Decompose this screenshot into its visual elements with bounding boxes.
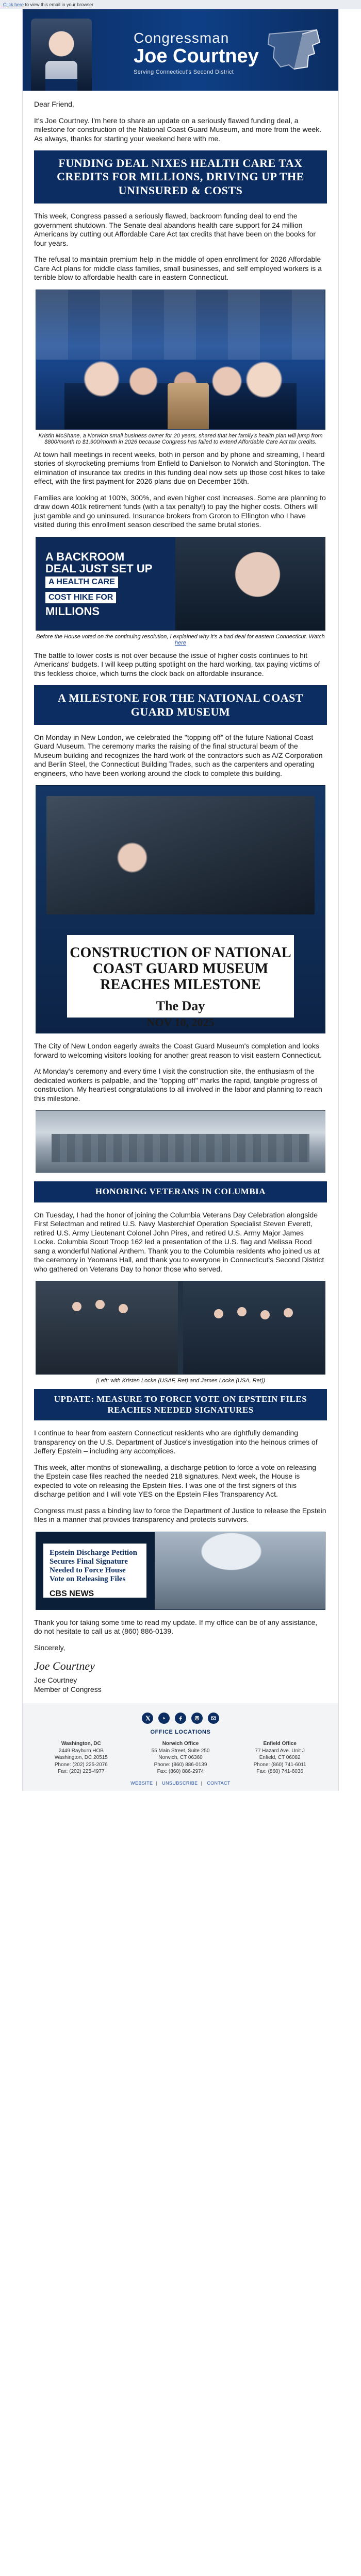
museum-paragraph-1: On Monday in New London, we celebrated the "topping off" of the future National Coast Guard Museum. The ceremony marks the raising of the final structural beam of the Museum building and recognizes the hard work of the contractors such as A/Z Corporation and Berlin Steel, the Connecticut Building Trades, such as the carpenters and operating engineers, who have been working around the clock to complete this building. xyxy=(34,733,323,777)
office-locations xyxy=(34,1740,327,1775)
museum-paragraph-3: At Monday's ceremony and every time I visit the construction site, the enthusiasm of the dedicated workers is palpable, and the "topping off" marks the rapid, tangible progress of construction. My heartiest congratulations to all involved in the labor and planning to reach this milestone. xyxy=(34,1067,322,1103)
office-line2: Norwich, CT 06360 xyxy=(158,1755,203,1761)
facebook-icon[interactable] xyxy=(175,1713,186,1724)
epstein-news-card xyxy=(43,1544,146,1598)
veterans-photo-left xyxy=(36,1281,178,1374)
health-paragraph-3: At town hall meetings in recent weeks, both in person and by phone and streaming, I heard stories of skyrocketing premiums from Enfield to Danielson to Norwich and Stonington. The elimination of insurance tax credits in this funding deal now sets up those cost hikes to take effect, with the first payment for 2026 plans due on December 15th. xyxy=(34,450,325,486)
closing-thank-you: Thank you for taking some time to read my update. If my office can be of any assistance, do not hesitate to call us at (860) 886-0139. xyxy=(34,1618,318,1636)
health-paragraph-1: This week, Congress passed a seriously flawed, backroom funding deal to end the government shutdown. The Senate deal abandons health care support for 24 million Americans by cutting out Affordable Care Act tax credits that have been on the books for four years. xyxy=(34,212,316,247)
office-card-enfield xyxy=(233,1740,327,1775)
view-in-browser-link[interactable]: Click here xyxy=(3,2,24,7)
office-fax: Fax: (860) 886-2974 xyxy=(157,1769,204,1775)
greeting: Dear Friend, xyxy=(34,100,74,108)
section-health xyxy=(23,212,338,282)
video-caption-link[interactable]: here xyxy=(174,639,187,646)
view-in-browser-text: to view this email in your browser xyxy=(25,2,94,7)
office-line2: Enfield, CT 06082 xyxy=(259,1755,301,1761)
museum-news-date: NOV 10, 2025 xyxy=(146,1015,215,1029)
health-paragraph-5: The battle to lower costs is not over because the issue of higher costs continues to hit Americans' budgets. I will keep putting spotlight on the hard working, tax paying victims of this feckless choice, which turns the clock back on affordable insurance. xyxy=(34,651,320,677)
video-overlay-line3: A HEALTH CARE xyxy=(45,577,118,588)
youtube-icon[interactable] xyxy=(158,1713,170,1724)
office-line1: 2449 Rayburn HOB xyxy=(58,1748,104,1754)
health-video-thumbnail[interactable] xyxy=(36,537,325,631)
closing-sincerely: Sincerely, xyxy=(34,1643,65,1652)
museum-photo xyxy=(46,796,315,914)
twitter-x-icon[interactable] xyxy=(142,1713,153,1724)
museum-construction-photo xyxy=(36,1110,325,1173)
footer xyxy=(23,1703,338,1791)
video-caption-text: Before the House voted on the continuing resolution, I explained why it's a bad deal for eastern Connecticut. Watch xyxy=(36,633,325,640)
header-district: Serving Connecticut's Second District xyxy=(134,69,234,75)
intro-paragraph: It's Joe Courtney. I'm here to share an update on a seriously flawed funding deal, a milestone for construction of the National Coast Guard Museum, and more from the week. As always, thanks for starting your weekend here with me. xyxy=(34,116,322,143)
museum-news-card xyxy=(67,935,294,1029)
footer-links: WEBSITE | UNSUBSCRIBE | CONTACT xyxy=(130,1780,231,1786)
newsletter-header xyxy=(23,9,338,91)
view-in-browser-bar xyxy=(0,0,361,9)
closing-name: Joe Courtney xyxy=(34,1676,77,1685)
social-links xyxy=(34,1713,327,1724)
office-line1: 55 Main Street, Suite 250 xyxy=(151,1748,210,1754)
health-paragraph-2: The refusal to maintain premium help in the middle of open enrollment for 2026 Affordable Care Act plans for middle class families, small businesses, and self employed workers is a terrible blow to affordable health care in eastern Connecticut. xyxy=(34,255,322,282)
health-photo-caption: Kristin McShane, a Norwich small business owner for 20 years, shared that her family's health plan will jump from $800/month to $1,900/month in 2026 because Congress has failed to extend Affordable Care Act tax credits. xyxy=(38,432,323,445)
capitol-photo xyxy=(155,1532,325,1609)
video-speaker-photo xyxy=(175,537,325,630)
section-heading-health: FUNDING DEAL NIXES HEALTH CARE TAX CREDITS FOR MILLIONS, DRIVING UP THE UNINSURED & COSTS xyxy=(34,150,327,204)
contact-link[interactable]: CONTACT xyxy=(207,1780,231,1786)
video-overlay-line4: COST HIKE FOR xyxy=(45,592,116,603)
office-line1: 77 Hazard Ave. Unit J xyxy=(255,1748,305,1754)
museum-news-graphic xyxy=(36,785,325,1033)
health-photo xyxy=(36,290,325,430)
connecticut-map-icon xyxy=(263,25,325,76)
unsubscribe-link[interactable]: UNSUBSCRIBE xyxy=(162,1780,198,1786)
closing-title: Member of Congress xyxy=(34,1685,102,1693)
video-overlay-line5: MILLIONS xyxy=(45,604,100,618)
veterans-photo-caption: (Left: with Kristen Locke (USAF, Ret) and James Locke (USA, Ret)) xyxy=(95,1378,266,1384)
office-phone: Phone: (202) 225-2076 xyxy=(54,1761,108,1768)
office-name: Washington, DC xyxy=(61,1741,101,1747)
office-fax: Fax: (202) 225-4977 xyxy=(58,1769,105,1775)
epstein-paragraph-2: This week, after months of stonewalling, a discharge petition to force a vote on releasing the Epstein case files reached the needed 218 signatures. Next week, the House is expected to vote on releasing the Epstein files. I was one of the first signers of this discharge petition and I will vote YES on the Epstein Files Transparency Act. xyxy=(34,1463,317,1499)
epstein-paragraph-1: I continue to hear from eastern Connecticut residents who are rightfully demanding transparency on the U.S. Department of Justice's investigation into the heinous crimes of Jeffery Epstein – including any accomplices. xyxy=(34,1429,318,1455)
office-name: Enfield Office xyxy=(263,1741,297,1747)
header-title xyxy=(134,30,259,75)
epstein-paragraph-3: Congress must pass a binding law to force the Department of Justice to release the Epstein files in a manner that provides transparency and protects survivors. xyxy=(34,1506,326,1524)
epstein-news-graphic xyxy=(36,1532,325,1610)
video-caption xyxy=(34,634,327,646)
signature: Joe Courtney xyxy=(34,1659,95,1673)
section-heading-epstein: UPDATE: MEASURE TO FORCE VOTE ON EPSTEIN FILES REACHES NEEDED SIGNATURES xyxy=(34,1389,327,1420)
section-heading-veterans: HONORING VETERANS IN COLUMBIA xyxy=(34,1181,327,1202)
video-overlay-text xyxy=(36,537,175,630)
office-line2: Washington, DC 20515 xyxy=(54,1755,108,1761)
epstein-news-left-panel xyxy=(36,1532,155,1609)
veterans-photos xyxy=(36,1281,325,1375)
video-overlay-line1: A BACKROOM xyxy=(45,550,125,563)
office-locations-title: OFFICE LOCATIONS xyxy=(150,1729,211,1736)
header-congressman: Congressman xyxy=(134,30,229,46)
health-paragraph-4: Families are looking at 100%, 300%, and even higher cost increases. Some are planning to draw down 401k retirement funds (with a tax penalty!) to pay the higher costs. Others will just gamble and go uninsured. Insurance brokers from Groton to Ellington who I have visited during this enrollment season described the same brutal stories. xyxy=(34,493,326,529)
header-photo xyxy=(31,19,92,91)
office-fax: Fax: (860) 741-6036 xyxy=(256,1769,303,1775)
veterans-photo-right xyxy=(183,1281,325,1374)
podium xyxy=(168,383,209,429)
office-phone: Phone: (860) 886-0139 xyxy=(154,1761,207,1768)
the-day-logo: The Day xyxy=(156,998,205,1013)
museum-paragraph-2: The City of New London eagerly awaits the Coast Guard Museum's completion and looks forward to welcoming visitors looking for another great reason to visit eastern Connecticut. xyxy=(34,1042,322,1059)
office-name: Norwich Office xyxy=(162,1741,199,1747)
instagram-icon[interactable] xyxy=(191,1713,203,1724)
epstein-news-headline: Epstein Discharge Petition Secures Final Signature Needed to Force House Vote on Releasing Files xyxy=(50,1548,137,1584)
office-card-dc xyxy=(34,1740,128,1775)
video-overlay-line2: DEAL JUST SET UP xyxy=(45,562,153,575)
email-container xyxy=(22,9,339,1791)
construction-structure xyxy=(52,1134,309,1162)
veterans-paragraph-1: On Tuesday, I had the honor of joining the Columbia Veterans Day Celebration alongside First Selectman and retired U.S. Navy Masterchief Operation Specialist Steven Everett, retired U.S. Army Lieutenant Colonel John Pires, and retired U.S. Army Major James Locke. Columbia Scout Troop 162 led a presentation of the U.S. flag and Melissa Rood sang a wonderful National Anthem. Thank you to the Columbia residents who joined us at the ceremony in Yeomans Hall, and thank you to everyone in Connecticut's Second District who gathered on Veterans Day to honor those who served. xyxy=(34,1210,324,1273)
office-card-norwich xyxy=(134,1740,228,1775)
section-heading-museum: A MILESTONE FOR THE NATIONAL COAST GUARD MUSEUM xyxy=(34,685,327,725)
museum-news-headline: CONSTRUCTION OF NATIONAL COAST GUARD MUSEUM REACHES MILESTONE xyxy=(70,945,291,993)
website-link[interactable]: WEBSITE xyxy=(130,1780,153,1786)
email-body xyxy=(23,91,338,143)
cbs-news-logo: CBS NEWS xyxy=(50,1589,94,1598)
email-icon[interactable] xyxy=(208,1713,219,1724)
office-phone: Phone: (860) 741-6011 xyxy=(253,1761,306,1768)
header-name: Joe Courtney xyxy=(134,45,259,67)
backdrop-pattern xyxy=(36,290,325,360)
